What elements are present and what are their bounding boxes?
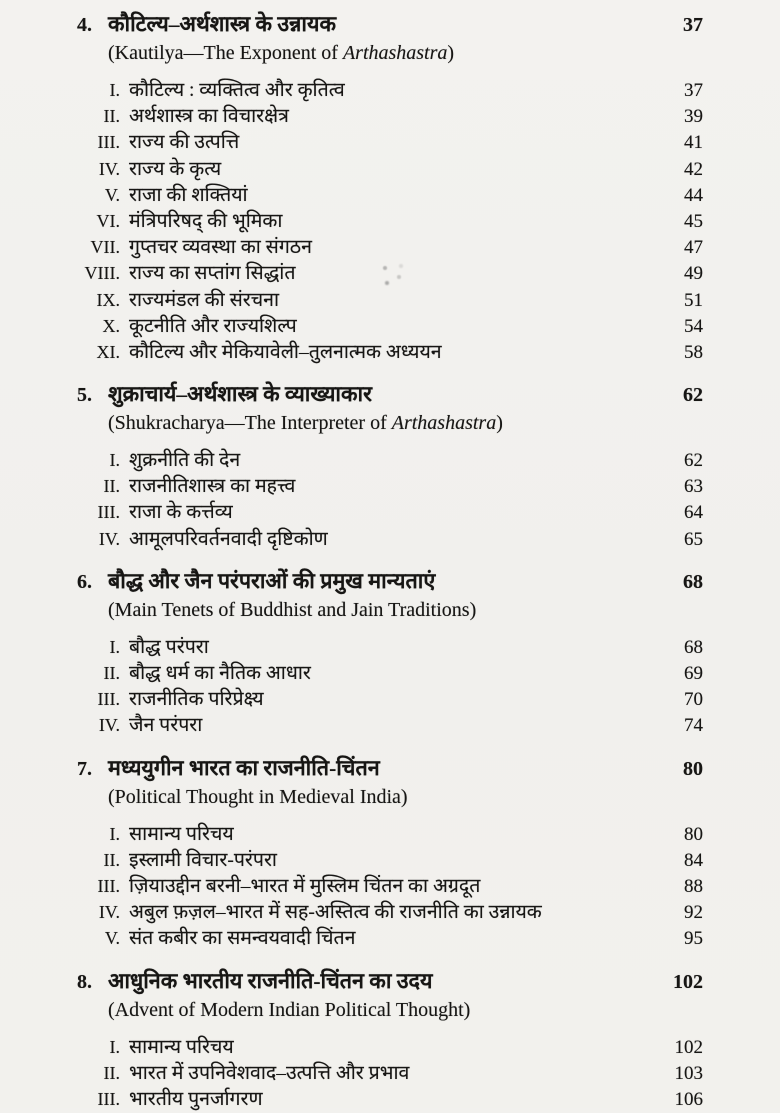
- chapter-number: 5.: [77, 384, 92, 407]
- item-title-hindi: ज़ियाउद्दीन बरनी–भारत में मुस्लिम चिंतन का अग्रदूत: [129, 875, 481, 897]
- toc-item: [62, 1060, 703, 1086]
- item-roman-numeral: I.: [109, 80, 120, 100]
- item-page-number: 68: [684, 636, 703, 658]
- item-roman-numeral: III.: [97, 689, 120, 710]
- toc-item: [62, 821, 703, 847]
- item-roman-numeral: III.: [97, 1088, 120, 1109]
- item-page-number: 58: [684, 341, 703, 363]
- chapter-title-hindi: बौद्ध और जैन परंपराओं की प्रमुख मान्यताएं: [108, 568, 436, 593]
- item-page-number: 45: [684, 210, 703, 232]
- item-title-hindi: राजा की शक्तियां: [129, 184, 248, 206]
- chapter-title-english: [108, 596, 703, 624]
- item-roman-numeral: II.: [103, 476, 120, 497]
- english-title-italic: Arthashastra: [391, 412, 497, 435]
- item-page-number: 65: [684, 528, 703, 550]
- item-title-hindi: बौद्ध परंपरा: [129, 636, 209, 658]
- item-page-number: 88: [684, 875, 703, 897]
- item-page-number: 92: [684, 902, 703, 924]
- english-title-suffix: ): [496, 412, 503, 435]
- chapter-items: [62, 634, 703, 739]
- item-page-number: 103: [674, 1062, 703, 1084]
- item-page-number: 51: [684, 289, 703, 311]
- item-page-number: 54: [684, 315, 703, 337]
- chapter-items: [62, 77, 703, 365]
- item-page-number: 70: [684, 689, 703, 711]
- item-roman-numeral: I.: [109, 450, 120, 471]
- chapter-title-hindi: कौटिल्य–अर्थशास्त्र के उन्नायक: [108, 12, 336, 36]
- english-title-suffix: ): [447, 42, 455, 64]
- chapter-head-row: [62, 380, 703, 409]
- item-roman-numeral: I.: [109, 823, 120, 844]
- item-page-number: 106: [674, 1088, 703, 1110]
- item-title-hindi: जैन परंपरा: [129, 715, 203, 737]
- item-roman-numeral: VII.: [90, 237, 120, 258]
- toc-item: [62, 313, 703, 339]
- item-roman-numeral: VI.: [96, 210, 120, 231]
- item-roman-numeral: VIII.: [84, 263, 120, 284]
- item-title-hindi: राजा के कर्त्तव्य: [129, 502, 233, 524]
- english-title-prefix: (Advent of Modern Indian Political Thought): [108, 998, 471, 1021]
- item-page-number: 64: [684, 502, 703, 524]
- english-title-prefix: (Main Tenets of Buddhist and Jain Traditions): [108, 598, 477, 621]
- item-page-number: 69: [684, 663, 703, 684]
- item-roman-numeral: IV.: [98, 715, 120, 736]
- item-title-hindi: अबुल फ़ज़ल–भारत में सह-अस्तित्व की राजनीति का उन्नायक: [129, 902, 542, 924]
- item-page-number: 44: [684, 184, 703, 206]
- toc-item: [62, 712, 703, 738]
- item-page-number: 39: [684, 106, 703, 128]
- item-title-hindi: इस्लामी विचार-परंपरा: [129, 849, 277, 871]
- item-title-hindi: संत कबीर का समन्वयवादी चिंतन: [129, 928, 356, 950]
- english-title-prefix: (Kautilya—The Exponent of: [108, 42, 343, 64]
- chapter-number: 7.: [77, 757, 92, 780]
- item-title-hindi: राजनीतिक परिप्रेक्ष्य: [129, 689, 264, 711]
- item-roman-numeral: II.: [103, 663, 120, 683]
- chapter-title-hindi: मध्ययुगीन भारत का राजनीति-चिंतन: [108, 755, 380, 780]
- toc-item: [62, 634, 703, 660]
- toc-item: [62, 526, 703, 552]
- item-roman-numeral: IV.: [98, 528, 120, 549]
- item-roman-numeral: X.: [102, 315, 120, 336]
- toc-item: [62, 208, 703, 234]
- scan-smudge-artifact: [383, 266, 387, 270]
- item-roman-numeral: IX.: [96, 289, 120, 310]
- toc-item: [62, 287, 703, 313]
- chapter-title-english: [108, 409, 703, 437]
- chapter-title-english: [108, 39, 703, 67]
- item-page-number: 63: [684, 476, 703, 498]
- chapter-title-english: [108, 996, 703, 1024]
- item-roman-numeral: XI.: [96, 341, 120, 362]
- toc-section: [62, 567, 703, 739]
- item-page-number: 42: [684, 158, 703, 180]
- item-page-number: 80: [684, 823, 703, 845]
- toc-section: [62, 380, 703, 552]
- item-title-hindi: राज्य की उत्पत्ति: [129, 132, 240, 154]
- item-title-hindi: सामान्य परिचय: [129, 823, 234, 845]
- toc-item: [62, 182, 703, 208]
- toc-item: [62, 339, 703, 365]
- chapter-number: 6.: [77, 570, 92, 593]
- item-page-number: 84: [684, 849, 703, 871]
- item-title-hindi: शुक्रनीति की देन: [129, 450, 241, 472]
- item-title-hindi: कौटिल्य और मेकियावेली–तुलनात्मक अध्ययन: [129, 341, 442, 363]
- item-page-number: 95: [684, 928, 703, 950]
- item-roman-numeral: III.: [97, 132, 120, 153]
- item-page-number: 74: [684, 715, 703, 737]
- english-title-prefix: (Political Thought in Medieval India): [108, 785, 408, 808]
- item-title-hindi: सामान्य परिचय: [129, 1036, 234, 1058]
- toc-item: [62, 156, 703, 182]
- english-title-prefix: (Shukracharya—The Interpreter of: [108, 412, 392, 435]
- toc-item: [62, 447, 703, 473]
- item-roman-numeral: II.: [103, 106, 120, 127]
- chapter-page-number: 80: [683, 757, 703, 780]
- item-roman-numeral: II.: [103, 1062, 120, 1083]
- item-roman-numeral: V.: [104, 184, 120, 205]
- chapter-items: [62, 1034, 703, 1113]
- toc-item: [62, 103, 703, 129]
- toc-item: [62, 77, 703, 103]
- toc-item: [62, 260, 703, 286]
- item-page-number: 62: [684, 450, 703, 472]
- item-roman-numeral: IV.: [98, 158, 120, 179]
- chapter-page-number: 68: [683, 570, 703, 593]
- toc-section: [62, 10, 703, 365]
- toc-section: [62, 754, 703, 952]
- toc-item: [62, 473, 703, 499]
- item-page-number: 49: [684, 263, 703, 285]
- item-page-number: 41: [684, 132, 703, 154]
- toc-item: [62, 925, 703, 951]
- toc-section: [62, 967, 703, 1113]
- item-roman-numeral: III.: [97, 875, 120, 896]
- item-page-number: 37: [684, 80, 703, 101]
- item-title-hindi: भारतीय पुनर्जागरण: [129, 1088, 263, 1110]
- item-title-hindi: मंत्रिपरिषद् की भूमिका: [129, 210, 283, 232]
- chapter-number: 4.: [77, 14, 92, 36]
- chapter-number: 8.: [77, 970, 92, 993]
- item-title-hindi: भारत में उपनिवेशवाद–उत्पत्ति और प्रभाव: [129, 1062, 410, 1084]
- item-title-hindi: अर्थशास्त्र का विचारक्षेत्र: [129, 106, 289, 128]
- item-roman-numeral: V.: [104, 928, 120, 949]
- chapter-page-number: 62: [683, 384, 703, 407]
- item-title-hindi: राज्य का सप्तांग सिद्धांत: [129, 263, 296, 285]
- english-title-italic: Arthashastra: [342, 42, 448, 64]
- toc-item: [62, 1034, 703, 1060]
- item-page-number: 47: [684, 237, 703, 259]
- toc-item: [62, 1086, 703, 1112]
- item-title-hindi: बौद्ध धर्म का नैतिक आधार: [129, 663, 311, 684]
- toc-item: [62, 234, 703, 260]
- toc-item: [62, 660, 703, 686]
- chapter-head-row: [62, 10, 703, 39]
- toc-item: [62, 129, 703, 155]
- toc-item: [62, 873, 703, 899]
- toc-item: [62, 499, 703, 525]
- item-title-hindi: राजनीतिशास्त्र का महत्त्व: [129, 476, 296, 498]
- chapter-head-row: [62, 754, 703, 783]
- chapter-title-hindi: आधुनिक भारतीय राजनीति-चिंतन का उदय: [108, 968, 433, 993]
- chapter-items: [62, 447, 703, 552]
- item-title-hindi: गुप्तचर व्यवस्था का संगठन: [129, 237, 312, 259]
- item-roman-numeral: III.: [97, 502, 120, 523]
- item-roman-numeral: IV.: [98, 902, 120, 923]
- item-roman-numeral: I.: [109, 1036, 120, 1057]
- item-title-hindi: कूटनीति और राज्यशिल्प: [129, 315, 297, 337]
- item-title-hindi: कौटिल्य : व्यक्तित्व और कृतित्व: [129, 80, 345, 101]
- item-title-hindi: आमूलपरिवर्तनवादी दृष्टिकोण: [129, 528, 328, 550]
- chapter-title-hindi: शुक्राचार्य–अर्थशास्त्र के व्याख्याकार: [108, 382, 372, 407]
- item-roman-numeral: I.: [109, 636, 120, 657]
- item-title-hindi: राज्य के कृत्य: [129, 158, 222, 180]
- chapter-head-row: [62, 967, 703, 996]
- chapter-title-english: [108, 783, 703, 811]
- toc-item: [62, 899, 703, 925]
- chapter-items: [62, 821, 703, 952]
- item-title-hindi: राज्यमंडल की संरचना: [129, 289, 279, 311]
- chapter-page-number: 102: [673, 970, 703, 993]
- item-page-number: 102: [674, 1036, 703, 1058]
- toc-item: [62, 847, 703, 873]
- toc-item: [62, 686, 703, 712]
- chapter-head-row: [62, 567, 703, 596]
- chapter-page-number: 37: [683, 14, 703, 36]
- item-roman-numeral: II.: [103, 849, 120, 870]
